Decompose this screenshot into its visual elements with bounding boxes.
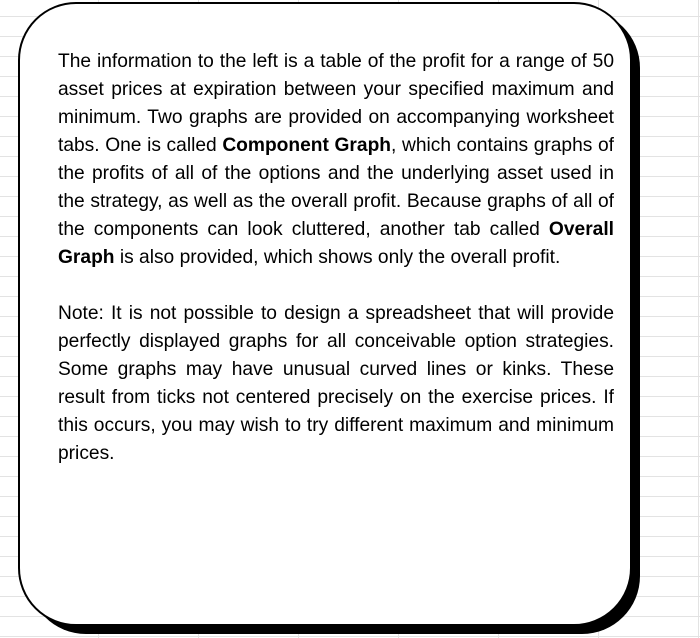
instruction-textbox[interactable] — [18, 2, 632, 626]
paragraph-text: , which contains graphs of the profits of all of the options and the underlying asset used in the strategy, as well as the overall profit. Because graphs of all of the components can look cluttered, another tab called — [58, 135, 614, 240]
paragraph-text: The information to the left is a table of the profit for a range of 50 asset prices at expiration between your specified maximum and minimum. Two graphs are provided on accompanying worksheet tabs. One is called — [58, 51, 614, 156]
paragraph-text: is also provided, which shows only the overall profit. — [114, 247, 561, 268]
component-graph-label: Component Graph — [222, 135, 392, 156]
paragraph-description — [58, 48, 614, 272]
textbox-content — [58, 48, 614, 468]
paragraph-note: Note: It is not possible to design a spreadsheet that will provide perfectly displayed graphs for all conceivable option strategies. Some graphs may have unusual curved lines or kinks. These result from ticks not centered precisely on the exercise prices. If this occurs, you may wish to try different maximum and minimum prices. — [58, 303, 614, 464]
overall-graph-label: Overall Graph — [58, 219, 614, 268]
